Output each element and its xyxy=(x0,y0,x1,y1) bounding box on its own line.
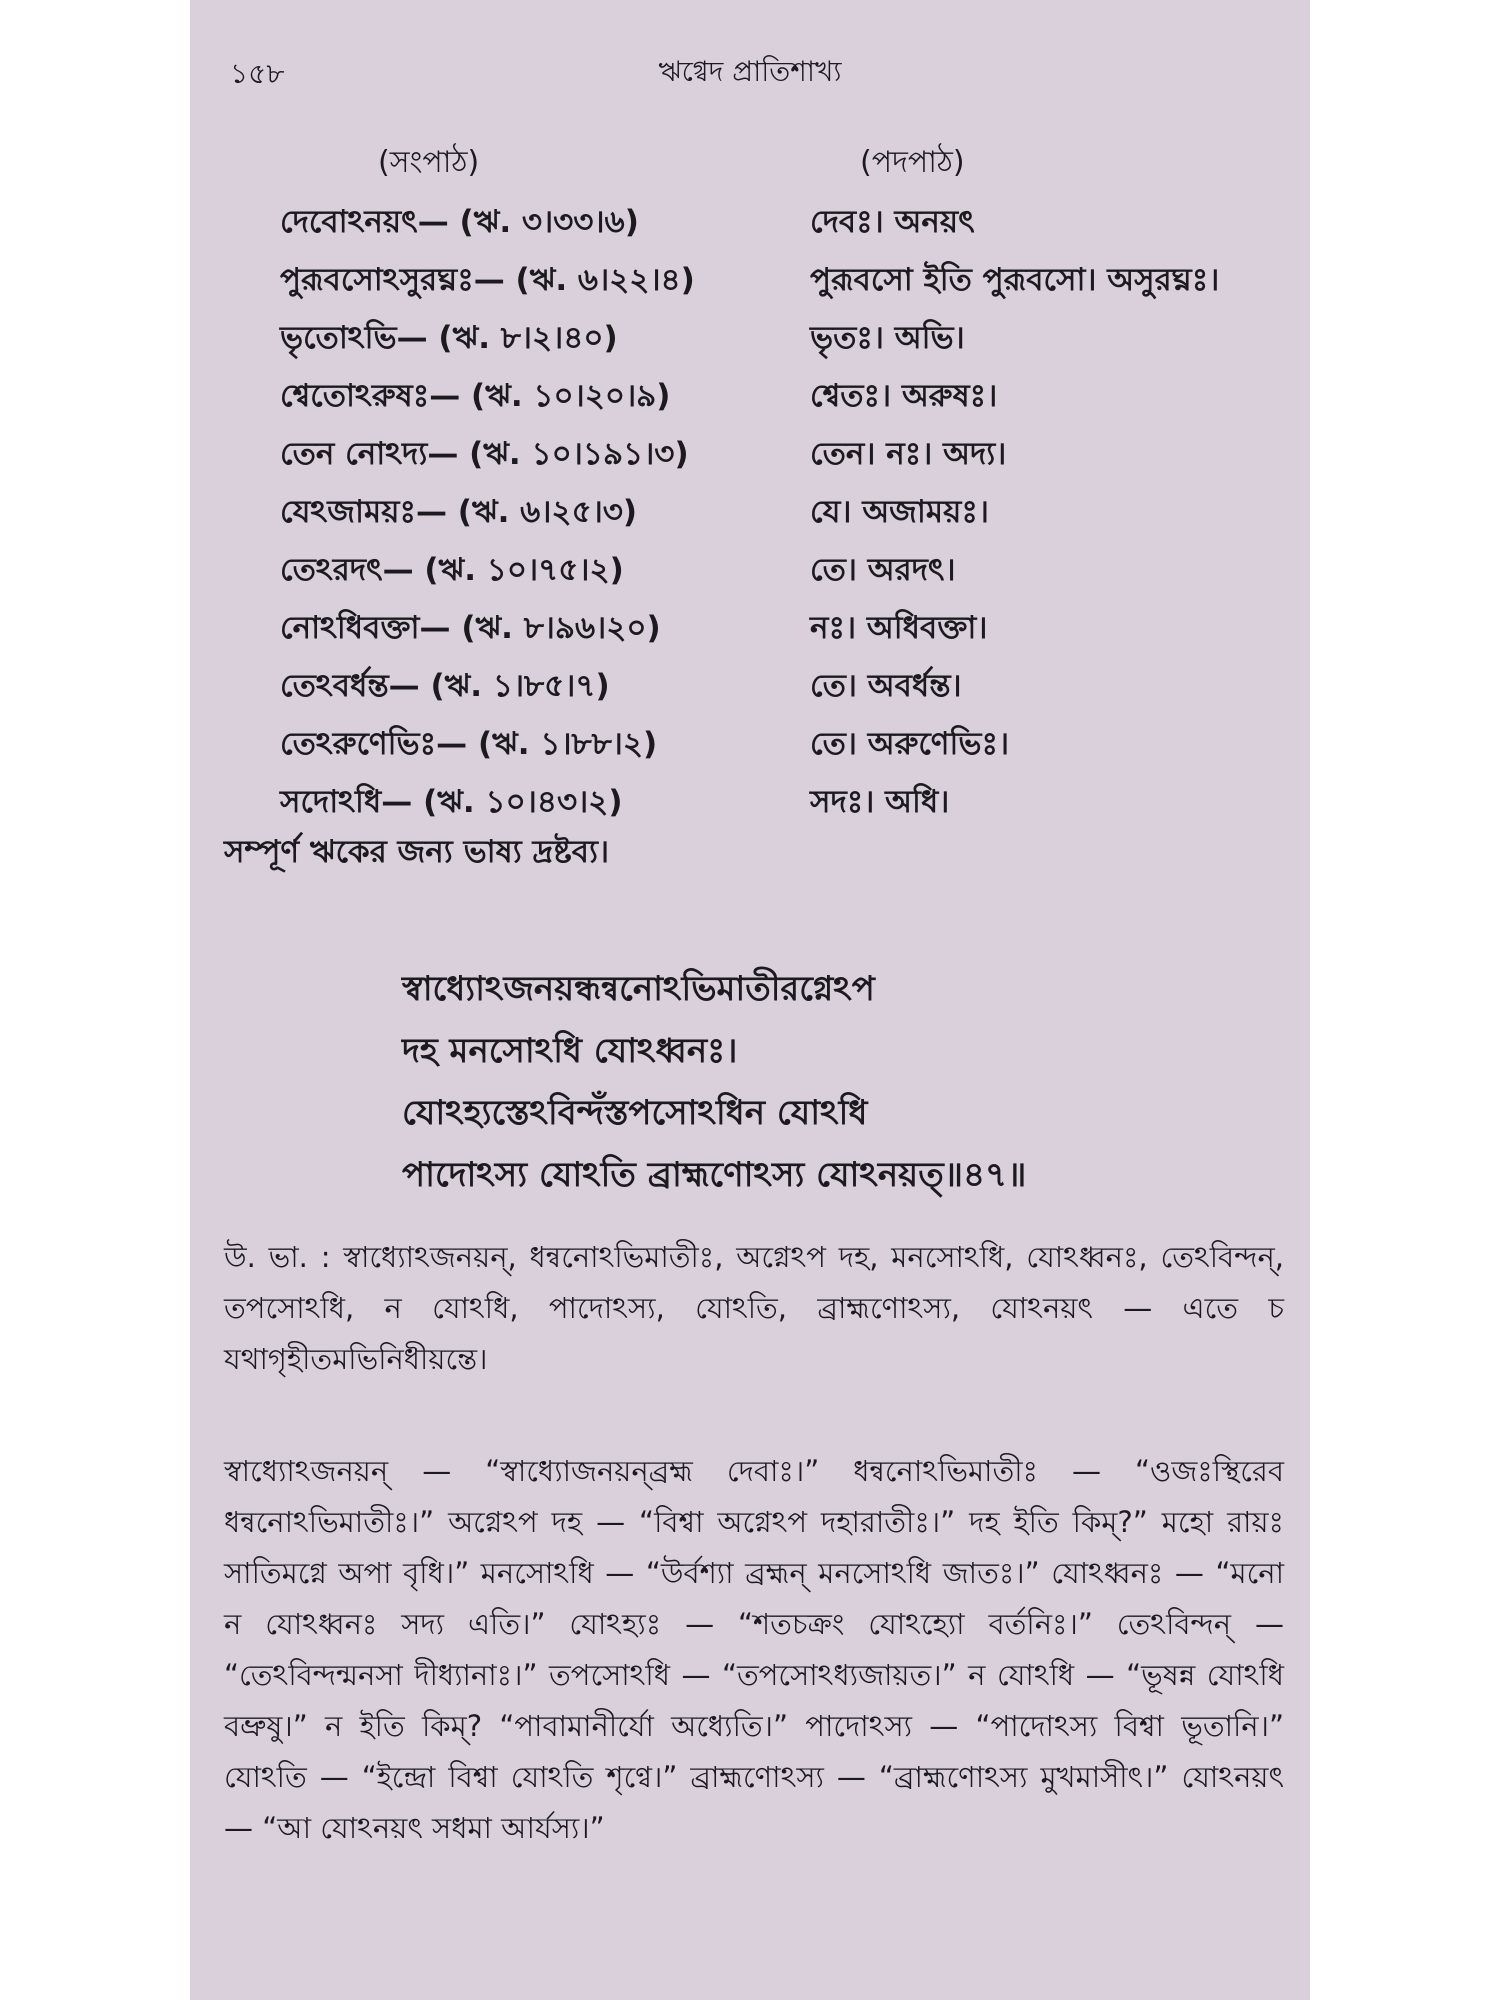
pada-text: তে। অবর্ধন্ত। xyxy=(810,668,962,704)
table-row xyxy=(280,430,1300,488)
samhita-text: পুরূবসোঽসুরঘ্নঃ— (ঋ. ৬।২২।৪) xyxy=(280,262,695,298)
pada-text: শ্বেতঃ। অরুষঃ। xyxy=(810,378,998,414)
reference-note: সম্পূর্ণ ঋকের জন্য ভাষ্য দ্রষ্টব্য। xyxy=(224,834,610,870)
table-row xyxy=(280,720,1300,778)
samhita-text: শ্বেতোঽরুষঃ— (ঋ. ১০।২০।৯) xyxy=(280,378,671,414)
column-heading-pada: (পদপাঠ) xyxy=(860,145,965,180)
samhita-text: তেঽরুণেভিঃ— (ঋ. ১।৮৮।২) xyxy=(280,726,658,762)
page-number: ১৫৮ xyxy=(230,57,285,90)
samhita-text: দেবোঽনয়ৎ— (ঋ. ৩।৩৩।৬) xyxy=(280,204,639,240)
verse-line: যোঽহ্যস্তেঽবিন্দঁস্তপসোঽধিন যোঽধি xyxy=(402,1093,868,1133)
samhita-pada-table xyxy=(280,198,1300,836)
table-row xyxy=(280,256,1300,314)
pada-text: নঃ। অধিবক্তা। xyxy=(810,610,988,646)
pada-text: পুরূবসো ইতি পুরূবসো। অসুরঘ্নঃ। xyxy=(810,262,1220,298)
table-row xyxy=(280,604,1300,662)
verse-line: স্বাধ্যোঽজনয়ন্ধন্বনোঽভিমাতীরগ্নেঽপ xyxy=(402,969,875,1009)
pada-text: যে। অজাময়ঃ। xyxy=(810,494,989,530)
table-row xyxy=(280,198,1300,256)
pada-text: ভৃতঃ। অভি। xyxy=(810,320,965,356)
table-row xyxy=(280,546,1300,604)
commentary-paragraph: উ. ভা. : স্বাধ্যোঽজনয়ন্, ধন্বনোঽভিমাতীঃ, অগ্নেঽপ দহ, মনসোঽধি, যোঽধ্বনঃ, তেঽবিন্দন্, তপসোঽধি, ন যোঽধি, পাদোঽস্য, যোঽতি, ব্রাহ্মণোঽস্য, যোঽনয়ৎ — এতে চ যথাগৃহীতমভিনিধীয়ন্তে। xyxy=(224,1240,1284,1376)
samhita-text: ভৃতোঽভি— (ঋ. ৮।২।৪০) xyxy=(280,320,618,356)
samhita-text: তেঽরদৎ— (ঋ. ১০।৭৫।২) xyxy=(280,552,624,588)
sanskrit-verse xyxy=(402,958,1262,1206)
table-row xyxy=(280,372,1300,430)
pada-text: তেন। নঃ। অদ্য। xyxy=(810,436,1007,472)
examples-paragraph: স্বাধ্যোঽজনয়ন্ — “স্বাধ্যোজনয়ন্‌ব্রহ্ম দেবাঃ।” ধন্বনোঽভিমাতীঃ — “ওজঃস্থিরেব ধন্বনোঽভিমাতীঃ।” অগ্নেঽপ দহ — “বিশ্বা অগ্নেঽপ দহারাতীঃ।” দহ ইতি কিম্?” মহো রায়ঃ সাতিমগ্নে অপা বৃধি।” মনসোঽধি — “উর্বশ্যা ব্রহ্মন্ মনসোঽধি জাতঃ।” যোঽধ্বনঃ — “মনো ন যোঽধ্বনঃ সদ্য এতি।” যোঽহ্যঃ — “শতচক্রং যোঽহ্যো বর্তনিঃ।” তেঽবিন্দন্ — “তেঽবিন্দন্মনসা দীধ্যানাঃ।” তপসোঽধি — “তপসোঽধ্যজায়ত।” ন যোঽধি — “ভূষন্ন যোঽধি বভ্রুষু।” ন ইতি কিম্? “পাবামানীর্যো অধ্যেতি।” পাদোঽস্য — “পাদোঽস্য বিশ্বা ভূতানি।” যোঽতি — “ইন্দ্রো বিশ্বা যোঽতি শৃণ্বে।” ব্রাহ্মণোঽস্য — “ব্রাহ্মণোঽস্য মুখমাসীৎ।” যোঽনয়ৎ — “আ যোঽনয়ৎ সধমা আর্যস্য।” xyxy=(224,1454,1284,1845)
pada-text: তে। অরদৎ। xyxy=(810,552,956,588)
pada-text: দেবঃ। অনয়ৎ xyxy=(810,204,975,240)
book-page xyxy=(190,0,1310,2000)
samhita-text: তেন নোঽদ্য— (ঋ. ১০।১৯১।৩) xyxy=(280,436,689,472)
pada-text: সদঃ। অধি। xyxy=(810,784,950,820)
column-heading-samhita: (সংপাঠ) xyxy=(378,145,480,180)
samhita-text: যেঽজাময়ঃ— (ঋ. ৬।২৫।৩) xyxy=(280,494,638,530)
samhita-text: তেঽবর্ধন্ত— (ঋ. ১।৮৫।৭) xyxy=(280,668,610,704)
verse-line: দহ মনসোঽধি যোঽধ্বনঃ। xyxy=(402,1031,738,1071)
samhita-text: সদোঽধি— (ঋ. ১০।৪৩।২) xyxy=(280,784,623,820)
table-row xyxy=(280,662,1300,720)
running-title: ঋগ্বেদ প্রাতিশাখ্য xyxy=(658,55,842,88)
table-row xyxy=(280,314,1300,372)
pada-text: তে। অরুণেভিঃ। xyxy=(810,726,1010,762)
samhita-text: নোঽধিবক্তা— (ঋ. ৮।৯৬।২০) xyxy=(280,610,661,646)
table-row xyxy=(280,488,1300,546)
verse-line: পাদোঽস্য যোঽতি ব্রাহ্মণোঽস্য যোঽনয়ত্॥৪৭॥ xyxy=(402,1155,1027,1195)
